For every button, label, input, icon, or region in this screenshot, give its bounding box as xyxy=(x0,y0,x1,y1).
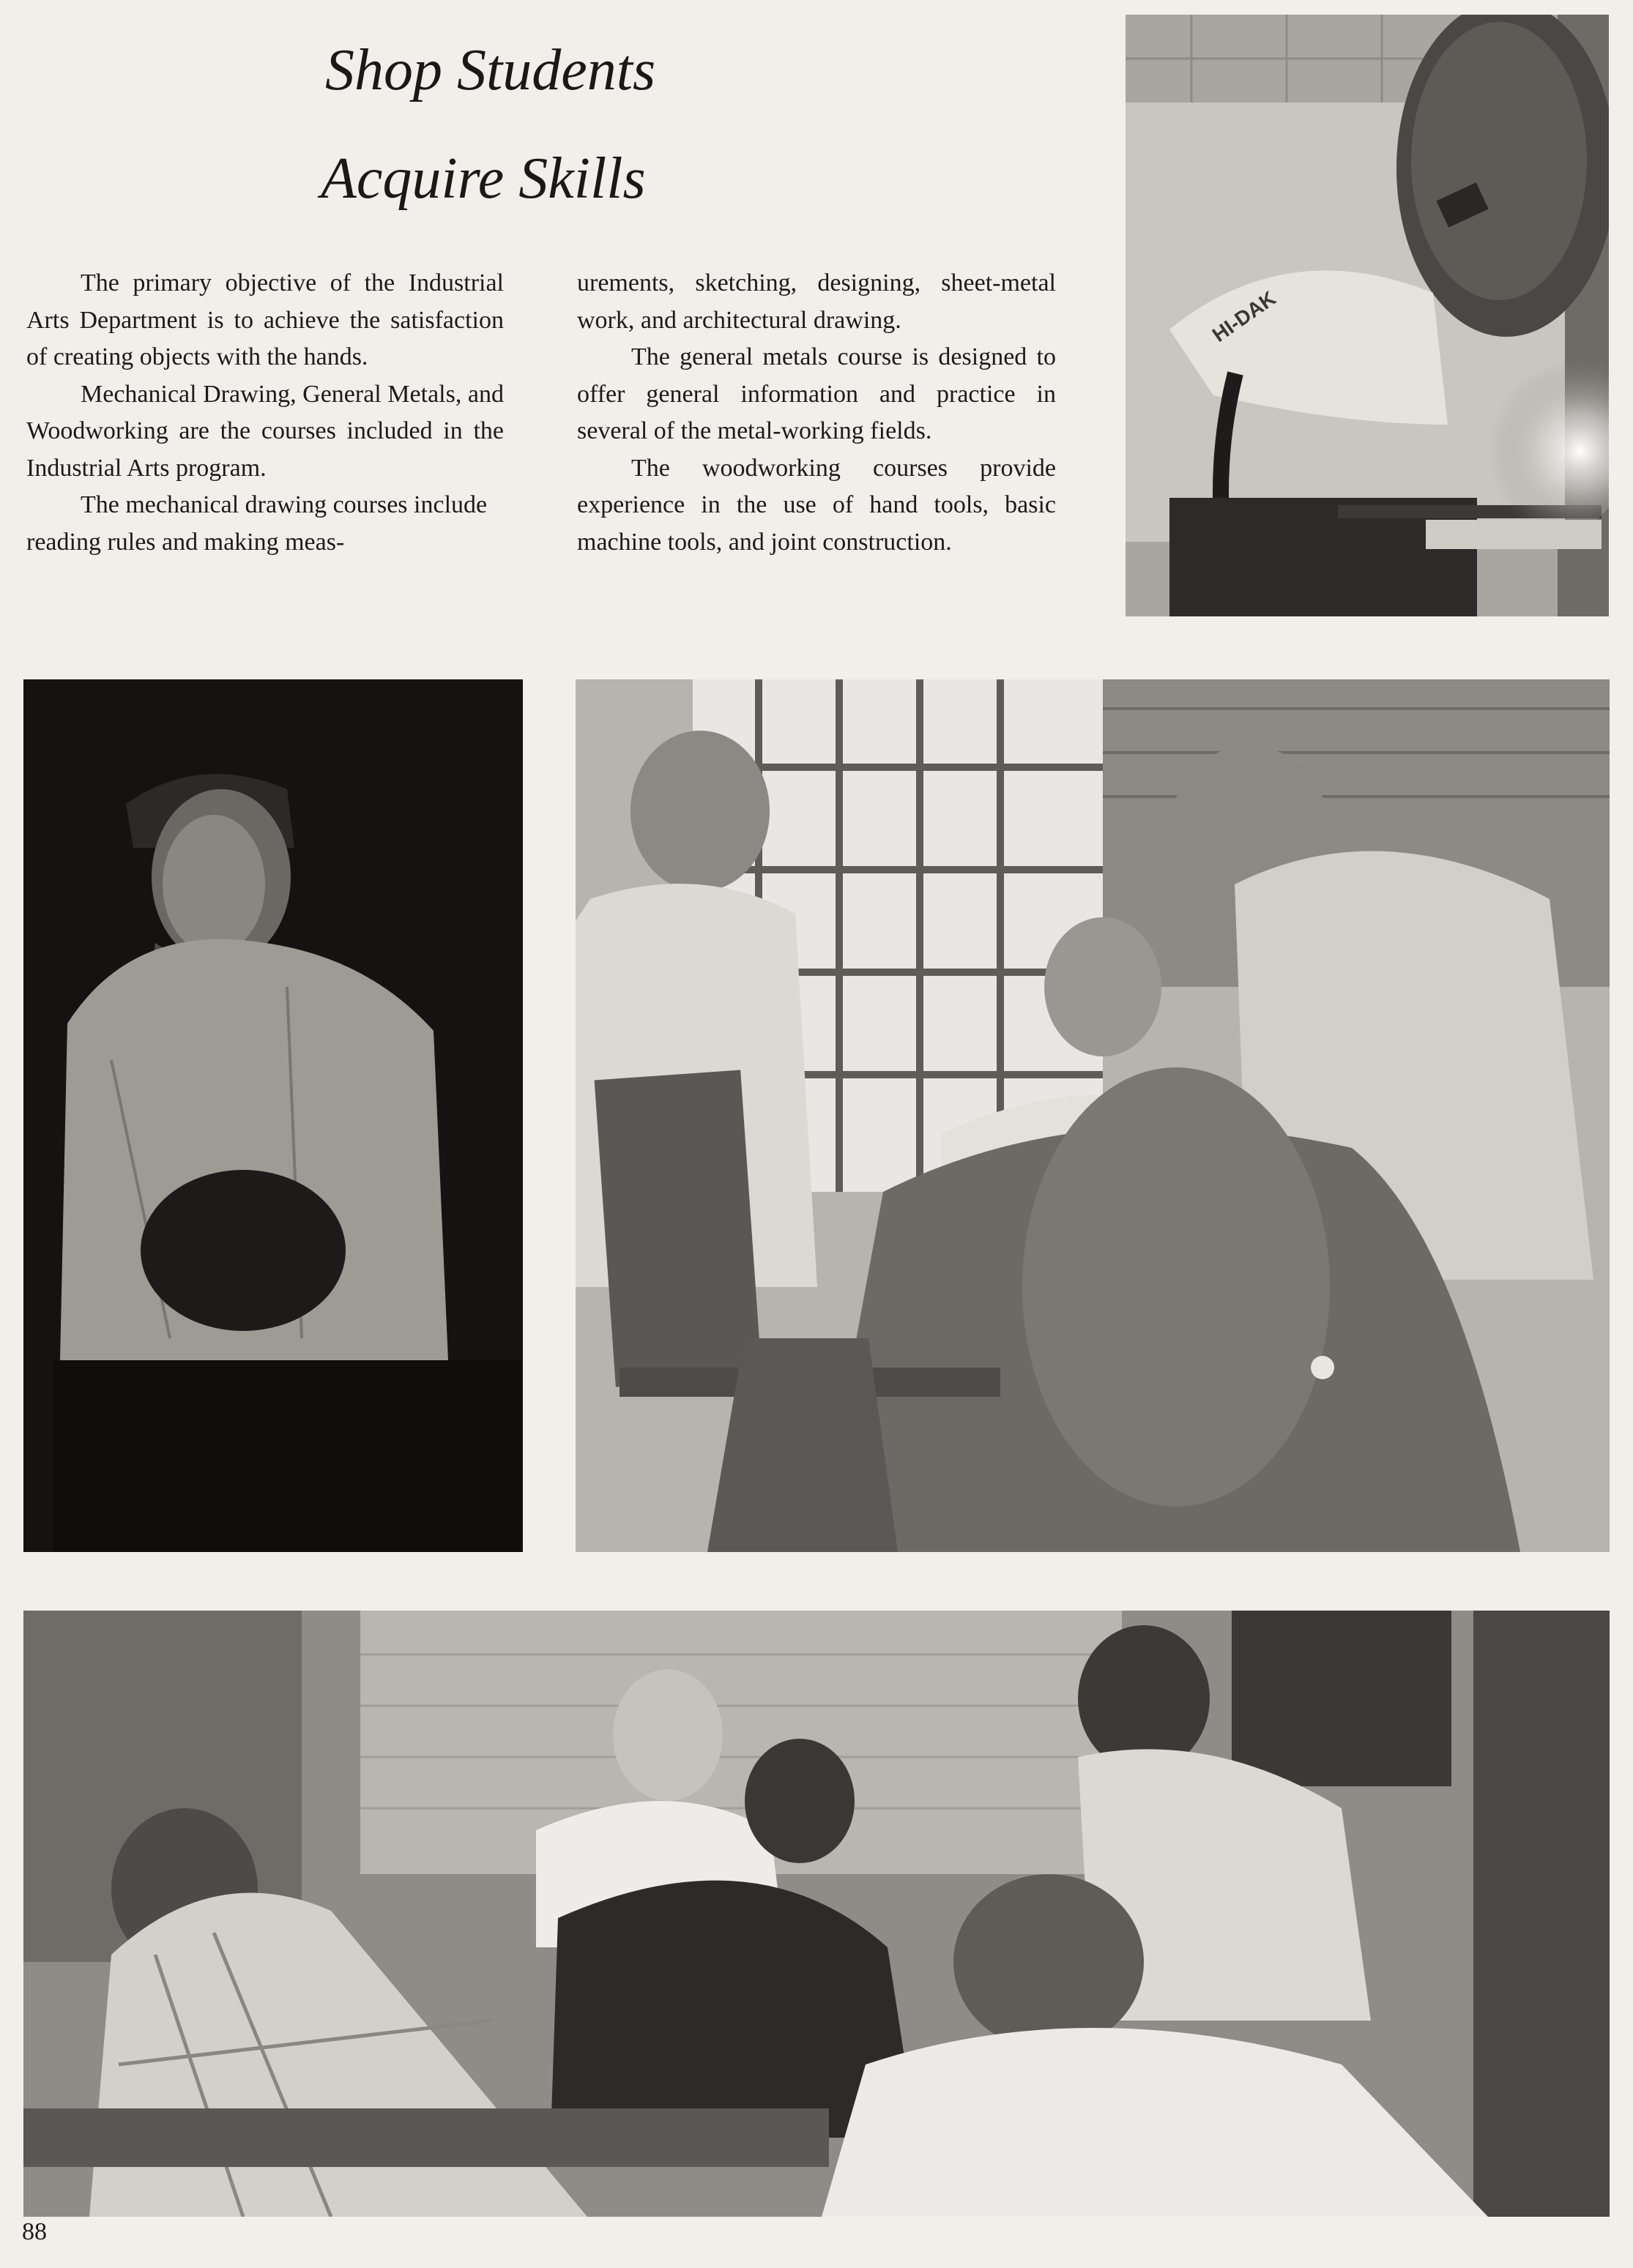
text-column-right xyxy=(577,265,1056,561)
text-column-left xyxy=(26,265,504,561)
photo-drafting-class xyxy=(23,1611,1610,2217)
paragraph: The primary objective of the Industrial Arts Department is to achieve the satisfaction of creating objects with the hands. xyxy=(26,269,504,370)
photo-welding-student xyxy=(1126,15,1609,616)
photo-student-portrait xyxy=(23,679,523,1552)
page-title xyxy=(322,16,791,233)
title-line-2: Acquire Skills xyxy=(321,146,646,211)
title-line-1: Shop Students xyxy=(325,38,656,102)
paragraph: The woodworking courses provide experience in the use of hand tools, basic machine tools, and joint construction. xyxy=(577,454,1056,556)
paragraph: urements, sketching, designing, sheet-metal work, and architectural drawing. xyxy=(577,269,1056,334)
photo-grinding-machine xyxy=(576,679,1610,1552)
paragraph: The mechanical drawing courses include reading rules and making meas- xyxy=(26,491,488,556)
paragraph: The general metals course is designed to offer general information and practice in several of the metal-working fields. xyxy=(577,343,1056,444)
welding-glove-label: HI-DAK xyxy=(1208,286,1280,347)
page-number: 88 xyxy=(22,2218,47,2245)
paragraph: Mechanical Drawing, General Metals, and Woodworking are the courses included in the Industrial Arts program. xyxy=(26,380,504,482)
